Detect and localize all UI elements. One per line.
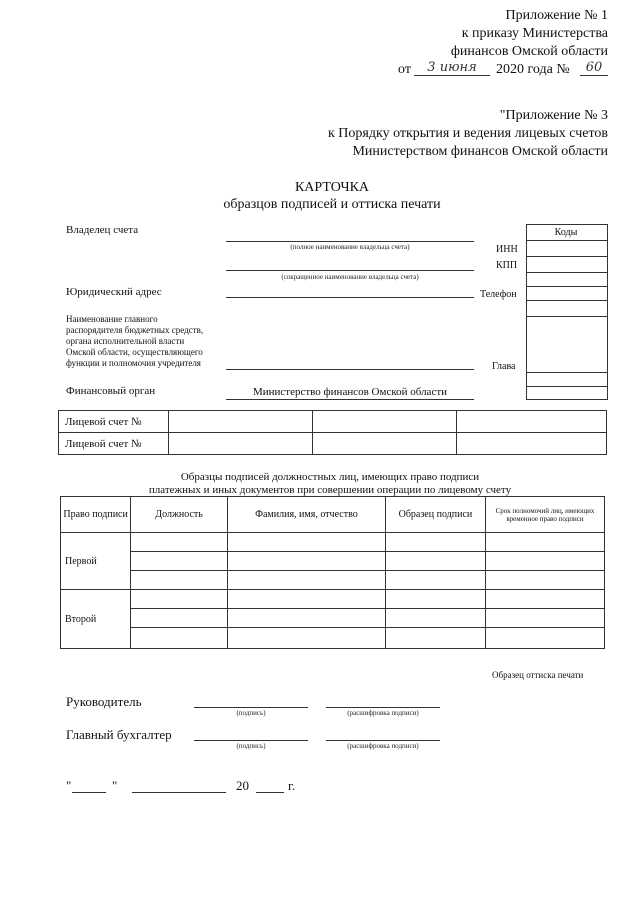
- address-line[interactable]: [226, 297, 474, 298]
- account-row: [59, 433, 607, 455]
- date-quote-open: ": [66, 778, 72, 793]
- kpp-label: КПП: [496, 260, 518, 271]
- second-right-label: Второй: [61, 590, 131, 649]
- stamp-caption: Образец оттиска печати: [492, 670, 584, 680]
- signatures-table: [60, 496, 605, 649]
- finance-body-value: Министерство финансов Омской области: [252, 386, 448, 398]
- accounts-table: [58, 410, 607, 455]
- codes-header: Коды: [554, 227, 578, 238]
- accountant-sign-caption: (подпись): [236, 742, 266, 750]
- col-term-header: Срок полномочий лиц, имеющих временное право подписи: [485, 497, 604, 533]
- sig-cell[interactable]: [131, 552, 228, 571]
- order-number-handwritten: 60: [580, 60, 608, 76]
- sig-cell[interactable]: [227, 628, 385, 649]
- appendix1-line3: финансов Омской области: [450, 44, 608, 59]
- head-signature-label: Руководитель: [66, 694, 142, 709]
- sig-cell[interactable]: [485, 533, 604, 552]
- sig-cell[interactable]: [385, 533, 485, 552]
- head-sign-caption: (подпись): [236, 709, 266, 717]
- owner-full-line[interactable]: [226, 241, 474, 242]
- chief-admin-label: Наименование главного распорядителя бюджетных средств, органа исполнительной власти Омской области, осуществляющего функции и полномочия учредителя: [66, 314, 204, 368]
- codes-box: [526, 224, 608, 400]
- date-year-suffix: г.: [288, 778, 296, 793]
- sig-cell[interactable]: [131, 571, 228, 590]
- sig-cell[interactable]: [131, 628, 228, 649]
- accountant-decode-caption: (расшифровка подписи): [347, 742, 419, 750]
- sig-cell[interactable]: [485, 628, 604, 649]
- head-decode-line[interactable]: [326, 707, 440, 708]
- sig-cell[interactable]: [385, 609, 485, 628]
- first-right-label: Первой: [61, 533, 131, 590]
- sig-cell[interactable]: [227, 552, 385, 571]
- sig-cell[interactable]: [485, 571, 604, 590]
- appendix3-line2: к Порядку открытия и ведения лицевых счетов: [327, 126, 608, 141]
- sig-cell[interactable]: [385, 571, 485, 590]
- accountant-decode-line[interactable]: [326, 740, 440, 741]
- date-quote-close: ": [112, 778, 118, 793]
- date-day-line[interactable]: [72, 792, 106, 793]
- appendix3-line1: "Приложение № 3: [499, 108, 608, 123]
- sig-cell[interactable]: [485, 590, 604, 609]
- date-month-line[interactable]: [132, 792, 226, 793]
- owner-full-caption: (полное наименование владельца счета): [290, 243, 410, 251]
- appendix1-line1: Приложение № 1: [505, 8, 608, 23]
- card-title: КАРТОЧКА: [294, 180, 370, 195]
- chief-admin-line[interactable]: [226, 369, 474, 370]
- account-cell[interactable]: [457, 433, 607, 455]
- account-label-2: Лицевой счет №: [59, 433, 169, 455]
- accountant-signature-label: Главный бухгалтер: [66, 727, 172, 742]
- card-subtitle: образцов подписей и оттиска печати: [223, 197, 441, 212]
- head-label: Глава: [492, 361, 516, 372]
- order-year-label: 2020 года №: [496, 62, 570, 77]
- col-position-header: Должность: [131, 497, 228, 533]
- appendix1-line2: к приказу Министерства: [461, 26, 608, 41]
- signatures-title-line1: Образцы подписей должностных лиц, имеющих право подписи: [180, 471, 480, 483]
- appendix3-line3: Министерством финансов Омской области: [352, 144, 608, 159]
- signatures-title-line2: платежных и иных документов при совершении операции по лицевому счету: [148, 484, 512, 496]
- order-date-handwritten: 3 июня: [414, 60, 490, 76]
- head-signature-line[interactable]: [194, 707, 308, 708]
- account-cell[interactable]: [313, 433, 457, 455]
- sig-cell[interactable]: [227, 590, 385, 609]
- sig-cell[interactable]: [227, 533, 385, 552]
- account-cell[interactable]: [313, 411, 457, 433]
- phone-label: Телефон: [480, 289, 517, 300]
- date-year-line[interactable]: [256, 792, 284, 793]
- sig-cell[interactable]: [385, 628, 485, 649]
- account-cell[interactable]: [457, 411, 607, 433]
- head-decode-caption: (расшифровка подписи): [347, 709, 419, 717]
- account-cell[interactable]: [169, 411, 313, 433]
- sig-cell[interactable]: [485, 552, 604, 571]
- date-century: 20: [236, 778, 249, 793]
- finance-body-line: [226, 399, 474, 400]
- sig-cell[interactable]: [385, 590, 485, 609]
- owner-label: Владелец счета: [66, 224, 139, 236]
- accountant-signature-line[interactable]: [194, 740, 308, 741]
- sig-cell[interactable]: [131, 533, 228, 552]
- finance-body-label: Финансовый орган: [66, 385, 156, 397]
- address-label: Юридический адрес: [66, 286, 162, 298]
- sig-cell[interactable]: [485, 609, 604, 628]
- sig-cell[interactable]: [131, 590, 228, 609]
- col-right-header: Право подписи: [61, 497, 131, 533]
- inn-label: ИНН: [496, 244, 518, 255]
- sig-cell[interactable]: [227, 609, 385, 628]
- account-cell[interactable]: [169, 433, 313, 455]
- sig-cell[interactable]: [385, 552, 485, 571]
- col-sample-header: Образец подписи: [385, 497, 485, 533]
- order-from-label: от: [398, 62, 411, 77]
- col-name-header: Фамилия, имя, отчество: [227, 497, 385, 533]
- owner-short-line[interactable]: [226, 270, 474, 271]
- account-row: [59, 411, 607, 433]
- owner-short-caption: (сокращенное наименование владельца счета): [281, 273, 419, 281]
- sig-cell[interactable]: [227, 571, 385, 590]
- account-label-1: Лицевой счет №: [59, 411, 169, 433]
- sig-cell[interactable]: [131, 609, 228, 628]
